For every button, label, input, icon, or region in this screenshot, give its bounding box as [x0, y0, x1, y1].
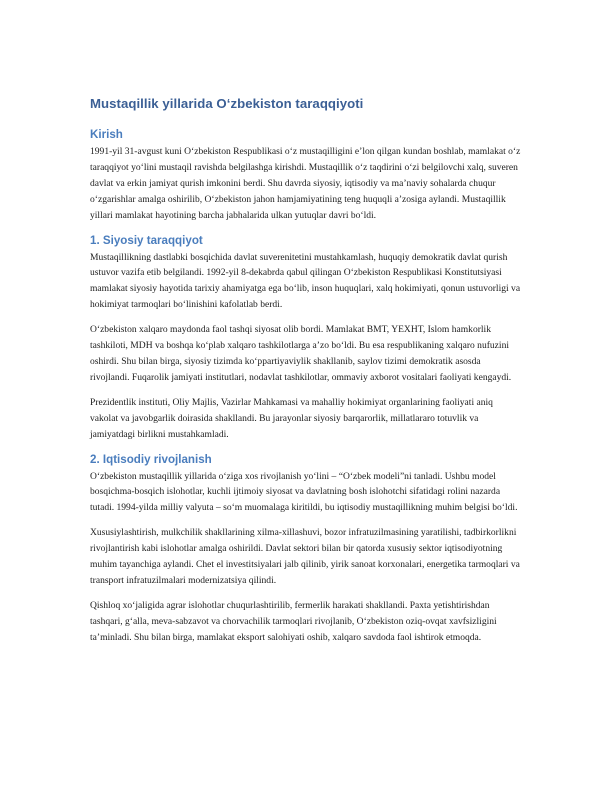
paragraph: Xususiylashtirish, mulkchilik shakllarining xilma-xillashuvi, bozor infratuzilmasining yaratilishi, tadbirkorlikni rivojlantirish kabi islohotlar amalga oshirildi. Davlat sektori bilan bir qatorda xususiy sektor iqtisodiyotning muhim tayanchiga aylandi. Chet el investitsiyalari jalb qilinib, yirik sanoat korxonalari, energetika tarmoqlari va transport infratuzilmalari modernizatsiya qilindi. — [90, 527, 520, 586]
paragraph: Qishloq xo‘jaligida agrar islohotlar chuqurlashtirilib, fermerlik harakati shakllandi. Paxta yetishtirishdan tashqari, g‘alla, meva-sabzavot va chorvachilik tarmoqlari rivojlanib, O‘zbekiston oziq-ovqat xavfsizligini ta’minladi. Shu bilan birga, mamlakat eksport salohiyati oshib, xalqaro savdoda faol ishtirok etmoqda. — [90, 599, 497, 643]
paragraph: Mustaqillikning dastlabki bosqichida davlat suverenitetini mustahkamlash, huquqiy demokratik davlat qurish ustuvor vazifa etib belgilandi. 1992-yil 8-dekabrda qabul qilingan O‘zbekiston Respublikasi Konstitutsiyasi mamlakat siyosiy hayotida tarixiy ahamiyatga ega bo‘lib, inson huquqlari, xalq hokimiyati, qonun ustuvorligi va hokimiyat tarmoqlari bo‘linishini kafolatlab berdi. — [90, 251, 521, 311]
section-political-development — [90, 233, 522, 443]
section-heading: 1. Siyosiy taraqqiyot — [90, 233, 203, 247]
paragraph: O‘zbekiston xalqaro maydonda faol tashqi siyosat olib bordi. Mamlakat BMT, YEXHT, Islom hamkorlik tashkiloti, MDH va boshqa ko‘plab xalqaro tashkilotlarga a’zo bo‘ldi. Bu esa respublikaning xalqaro nufuzini oshirdi. Shu bilan birga, siyosiy tizimda ko‘ppartiyaviylik shakllanib, saylov tizimi demokratik asosda rivojlandi. Fuqarolik jamiyati institutlari, nodavlat tashkilotlar, ommaviy axborot vositalari faoliyati kengaydi. — [90, 324, 512, 383]
paragraph: Prezidentlik instituti, Oliy Majlis, Vazirlar Mahkamasi va mahalliy hokimiyat organlarining faoliyati aniq vakolat va javobgarlik doirasida shakllandi. Bu jarayonlar siyosiy barqarorlik, millatlararo totuvlik va jamiyatdagi birlikni mustahkamladi. — [90, 396, 493, 440]
section-introduction — [90, 127, 522, 224]
paragraph: O‘zbekiston mustaqillik yillarida o‘ziga xos rivojlanish yo‘lini – “O‘zbek modeli”ni tanladi. Ushbu model bosqichma-bosqich islohotlar, kuchli ijtimoiy siyosat va davlatning bosh islohotchi sifatidagi rolini nazarda tutadi. 1994-yilda milliy valyuta – so‘m muomalaga kiritildi, bu iqtisodiy mustaqillikning muhim belgisi bo‘ldi. — [90, 470, 518, 514]
paragraph: 1991-yil 31-avgust kuni O‘zbekiston Respublikasi o‘z mustaqilligini e’lon qilgan kundan boshlab, mamlakat o‘z taraqqiyot yo‘lini mustaqil ravishda belgilashga kirishdi. Mustaqillik o‘z taqdirini o‘zi belgilovchi xalq, suveren davlat va erkin jamiyat qurish imkonini berdi. Shu davrda siyosiy, iqtisodiy va ma’naviy sohalarda chuqur o‘zgarishlar amalga oshirilib, O‘zbekiston jahon hamjamiyatining teng huquqli a’zosiga aylandi. Mustaqillik yillari mamlakat hayotining barcha jabhalarida ulkan yutuqlar davri bo‘ldi. — [90, 146, 521, 221]
document-page — [90, 95, 522, 655]
section-economic-development — [90, 452, 522, 646]
section-heading: Kirish — [90, 128, 123, 141]
document-title: Mustaqillik yillarida O‘zbekiston taraqqiyoti — [90, 96, 364, 111]
section-heading: 2. Iqtisodiy rivojlanish — [90, 452, 212, 466]
